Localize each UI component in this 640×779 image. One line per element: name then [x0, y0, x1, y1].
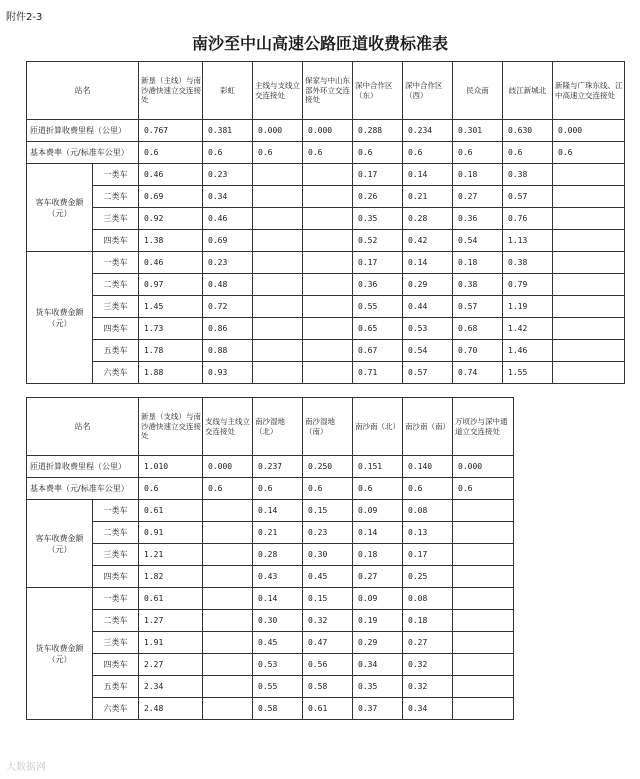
fee-value [553, 296, 625, 318]
fee-value: 0.47 [303, 632, 353, 654]
distance-value: 1.010 [139, 456, 203, 478]
fee-value: 0.70 [453, 340, 503, 362]
fee-value [203, 544, 253, 566]
rate-row [27, 142, 625, 164]
distance-value: 0.000 [553, 120, 625, 142]
distance-value: 0.140 [403, 456, 453, 478]
freight-row [27, 588, 514, 610]
freight-row [27, 698, 514, 720]
rate-value: 0.6 [453, 142, 503, 164]
fee-value: 1.21 [139, 544, 203, 566]
vehicle-class: 二类车 [93, 274, 139, 296]
rate-value: 0.6 [253, 478, 303, 500]
fee-value: 0.46 [203, 208, 253, 230]
fee-value: 0.36 [453, 208, 503, 230]
passenger-row [27, 500, 514, 522]
fee-value [553, 252, 625, 274]
fee-value: 0.32 [403, 654, 453, 676]
fee-value [553, 318, 625, 340]
fee-value: 1.88 [139, 362, 203, 384]
vehicle-class: 五类车 [93, 676, 139, 698]
distance-value: 0.767 [139, 120, 203, 142]
vehicle-class: 六类车 [93, 362, 139, 384]
fee-value: 1.38 [139, 230, 203, 252]
fee-value: 2.27 [139, 654, 203, 676]
fee-value: 0.74 [453, 362, 503, 384]
vehicle-class: 六类车 [93, 698, 139, 720]
fee-value [253, 340, 303, 362]
passenger-row [27, 566, 514, 588]
fee-value [253, 208, 303, 230]
fee-value: 0.37 [353, 698, 403, 720]
fee-value [553, 340, 625, 362]
fee-value: 0.15 [303, 588, 353, 610]
fee-value [553, 186, 625, 208]
fee-value [303, 340, 353, 362]
fee-value: 1.78 [139, 340, 203, 362]
rate-value: 0.6 [139, 142, 203, 164]
fee-value: 0.14 [353, 522, 403, 544]
fee-value: 0.27 [453, 186, 503, 208]
fee-value: 0.23 [303, 522, 353, 544]
fee-value: 1.45 [139, 296, 203, 318]
fee-value [203, 632, 253, 654]
distance-value: 0.250 [303, 456, 353, 478]
fee-value: 0.28 [253, 544, 303, 566]
vehicle-class: 四类车 [93, 654, 139, 676]
station-name: 南沙湿地（南） [303, 398, 353, 456]
fee-value: 1.73 [139, 318, 203, 340]
distance-row [27, 456, 514, 478]
fee-value: 0.14 [253, 500, 303, 522]
station-name: 南沙南（南） [403, 398, 453, 456]
station-name: 支线与主线立交连接处 [203, 398, 253, 456]
vehicle-class: 三类车 [93, 208, 139, 230]
rate-value: 0.6 [253, 142, 303, 164]
fee-value [303, 208, 353, 230]
fee-value [453, 588, 514, 610]
fee-value: 0.25 [403, 566, 453, 588]
station-name: 保家与中山东部外环立交连接处 [303, 62, 353, 120]
rate-value: 0.6 [303, 142, 353, 164]
rate-label: 基本费率（元/标准车公里） [27, 478, 139, 500]
station-name: 深中合作区（西） [403, 62, 453, 120]
fee-value: 1.46 [503, 340, 553, 362]
freight-row [27, 252, 625, 274]
passenger-row [27, 544, 514, 566]
vehicle-class: 二类车 [93, 522, 139, 544]
fee-value [303, 230, 353, 252]
fee-value [203, 588, 253, 610]
vehicle-class: 四类车 [93, 318, 139, 340]
fee-value: 0.09 [353, 500, 403, 522]
fee-value: 0.34 [203, 186, 253, 208]
fee-value [253, 296, 303, 318]
freight-row [27, 676, 514, 698]
fee-value: 0.18 [403, 610, 453, 632]
rate-value: 0.6 [403, 142, 453, 164]
fee-value [453, 632, 514, 654]
fee-value: 0.08 [403, 588, 453, 610]
freight-group-label: 货车收费金额（元） [27, 252, 93, 384]
rate-value: 0.6 [303, 478, 353, 500]
fee-value: 0.27 [403, 632, 453, 654]
station-name: 南沙湿地（北） [253, 398, 303, 456]
freight-group-label: 货车收费金额（元） [27, 588, 93, 720]
distance-value: 0.000 [253, 120, 303, 142]
fee-value: 0.21 [253, 522, 303, 544]
vehicle-class: 一类车 [93, 252, 139, 274]
fee-value: 0.46 [139, 164, 203, 186]
fee-value: 0.26 [353, 186, 403, 208]
vehicle-class: 一类车 [93, 500, 139, 522]
fee-value: 0.54 [453, 230, 503, 252]
fee-value: 0.18 [453, 164, 503, 186]
fee-value [253, 186, 303, 208]
fee-value [203, 610, 253, 632]
station-name: 南沙南（北） [353, 398, 403, 456]
fee-value: 0.52 [353, 230, 403, 252]
fee-value: 0.34 [353, 654, 403, 676]
freight-row [27, 296, 625, 318]
fee-value [453, 544, 514, 566]
distance-label: 匝道折算收费里程（公里） [27, 456, 139, 478]
fee-value: 0.48 [203, 274, 253, 296]
vehicle-class: 二类车 [93, 186, 139, 208]
fee-value: 1.13 [503, 230, 553, 252]
distance-value: 0.000 [303, 120, 353, 142]
vehicle-class: 四类车 [93, 566, 139, 588]
fee-value: 0.14 [403, 164, 453, 186]
fee-value: 0.23 [203, 252, 253, 274]
fee-value: 0.17 [353, 164, 403, 186]
fee-value: 0.86 [203, 318, 253, 340]
fee-value: 0.14 [253, 588, 303, 610]
fee-value: 0.29 [353, 632, 403, 654]
distance-value: 0.000 [203, 456, 253, 478]
fee-value: 0.92 [139, 208, 203, 230]
fee-value [553, 362, 625, 384]
vehicle-class: 一类车 [93, 588, 139, 610]
fee-value: 0.53 [403, 318, 453, 340]
fee-value: 0.29 [403, 274, 453, 296]
distance-label: 匝道折算收费里程（公里） [27, 120, 139, 142]
toll-table-main [26, 61, 625, 384]
station-name: 新垦（主线）与南沙港快速立交连接处 [139, 62, 203, 120]
fee-value [303, 318, 353, 340]
freight-row [27, 654, 514, 676]
vehicle-class: 五类车 [93, 340, 139, 362]
station-label: 站名 [27, 398, 139, 456]
freight-row [27, 274, 625, 296]
rate-value: 0.6 [203, 142, 253, 164]
watermark-text: 大数据网 [6, 762, 46, 773]
fee-value: 0.53 [253, 654, 303, 676]
fee-value: 0.32 [303, 610, 353, 632]
fee-value: 0.72 [203, 296, 253, 318]
fee-value: 0.91 [139, 522, 203, 544]
passenger-row [27, 230, 625, 252]
fee-value: 1.55 [503, 362, 553, 384]
fee-value: 0.88 [203, 340, 253, 362]
fee-value: 0.57 [403, 362, 453, 384]
vehicle-class: 二类车 [93, 610, 139, 632]
fee-value: 0.32 [403, 676, 453, 698]
fee-value: 0.38 [503, 252, 553, 274]
fee-value [453, 566, 514, 588]
fee-value [303, 362, 353, 384]
fee-value: 0.21 [403, 186, 453, 208]
fee-value: 0.65 [353, 318, 403, 340]
freight-row [27, 632, 514, 654]
fee-value: 0.54 [403, 340, 453, 362]
station-name: 主线与支线立交连接处 [253, 62, 303, 120]
fee-value [553, 230, 625, 252]
fee-value [553, 208, 625, 230]
fee-value: 0.97 [139, 274, 203, 296]
fee-value: 0.17 [353, 252, 403, 274]
station-name: 深中合作区（东） [353, 62, 403, 120]
fee-value [303, 164, 353, 186]
station-name: 新隆与广珠东线、江中高速立交连接处 [553, 62, 625, 120]
header-row [27, 62, 625, 120]
fee-value: 0.79 [503, 274, 553, 296]
page-title: 南沙至中山高速公路匝道收费标准表 [191, 34, 448, 53]
fee-value [203, 566, 253, 588]
fee-value [453, 500, 514, 522]
fee-value [553, 274, 625, 296]
fee-value: 0.42 [403, 230, 453, 252]
rate-value: 0.6 [139, 478, 203, 500]
station-label: 站名 [27, 62, 139, 120]
fee-value: 0.18 [453, 252, 503, 274]
fee-value [453, 610, 514, 632]
station-name: 万顷沙与深中通道立交连接处 [453, 398, 514, 456]
fee-value: 0.57 [453, 296, 503, 318]
fee-value [453, 522, 514, 544]
station-name: 歧江新城北 [503, 62, 553, 120]
rate-value: 0.6 [353, 478, 403, 500]
fee-value: 0.19 [353, 610, 403, 632]
fee-value: 0.57 [503, 186, 553, 208]
rate-value: 0.6 [353, 142, 403, 164]
rate-value: 0.6 [453, 478, 514, 500]
fee-value [253, 164, 303, 186]
fee-value: 0.14 [403, 252, 453, 274]
fee-value: 0.93 [203, 362, 253, 384]
fee-value [203, 500, 253, 522]
fee-value: 0.71 [353, 362, 403, 384]
fee-value: 0.45 [253, 632, 303, 654]
fee-value: 0.38 [453, 274, 503, 296]
fee-value: 0.45 [303, 566, 353, 588]
distance-value: 0.288 [353, 120, 403, 142]
passenger-row [27, 186, 625, 208]
rate-row [27, 478, 514, 500]
fee-value: 0.69 [203, 230, 253, 252]
fee-value: 0.09 [353, 588, 403, 610]
rate-value: 0.6 [403, 478, 453, 500]
fee-value: 0.61 [139, 500, 203, 522]
attachment-label: 附件2-3 [6, 12, 43, 23]
fee-value: 0.58 [253, 698, 303, 720]
vehicle-class: 三类车 [93, 296, 139, 318]
freight-row [27, 340, 625, 362]
station-name: 彩虹 [203, 62, 253, 120]
fee-value: 0.61 [139, 588, 203, 610]
fee-value: 0.30 [303, 544, 353, 566]
distance-value: 0.381 [203, 120, 253, 142]
fee-value: 1.19 [503, 296, 553, 318]
fee-value [203, 698, 253, 720]
passenger-group-label: 客车收费金额（元） [27, 500, 93, 588]
fee-value: 0.13 [403, 522, 453, 544]
fee-value: 0.36 [353, 274, 403, 296]
fee-value: 0.18 [353, 544, 403, 566]
fee-value [453, 654, 514, 676]
fee-value [303, 252, 353, 274]
fee-value: 0.15 [303, 500, 353, 522]
fee-value [253, 362, 303, 384]
fee-value: 0.69 [139, 186, 203, 208]
fee-value [553, 164, 625, 186]
rate-value: 0.6 [503, 142, 553, 164]
fee-value: 0.30 [253, 610, 303, 632]
distance-value: 0.151 [353, 456, 403, 478]
distance-value: 0.630 [503, 120, 553, 142]
fee-value: 0.44 [403, 296, 453, 318]
fee-value [453, 676, 514, 698]
fee-value [253, 318, 303, 340]
fee-value: 0.43 [253, 566, 303, 588]
passenger-row [27, 208, 625, 230]
fee-value: 0.34 [403, 698, 453, 720]
fee-value: 0.76 [503, 208, 553, 230]
fee-value: 2.34 [139, 676, 203, 698]
fee-value [203, 676, 253, 698]
fee-value: 0.55 [353, 296, 403, 318]
fee-value: 0.55 [253, 676, 303, 698]
station-name: 新垦（支线）与南沙港快速立交连接处 [139, 398, 203, 456]
distance-value: 0.234 [403, 120, 453, 142]
fee-value: 0.68 [453, 318, 503, 340]
fee-value [303, 274, 353, 296]
rate-label: 基本费率（元/标准车公里） [27, 142, 139, 164]
toll-table-branch [26, 397, 514, 720]
fee-value [203, 654, 253, 676]
fee-value: 0.61 [303, 698, 353, 720]
passenger-row [27, 164, 625, 186]
fee-value: 0.35 [353, 208, 403, 230]
fee-value [453, 698, 514, 720]
vehicle-class: 一类车 [93, 164, 139, 186]
fee-value: 1.27 [139, 610, 203, 632]
fee-value: 0.08 [403, 500, 453, 522]
distance-value: 0.301 [453, 120, 503, 142]
freight-row [27, 318, 625, 340]
fee-value: 1.42 [503, 318, 553, 340]
fee-value: 0.38 [503, 164, 553, 186]
vehicle-class: 三类车 [93, 632, 139, 654]
distance-value: 0.000 [453, 456, 514, 478]
fee-value: 0.28 [403, 208, 453, 230]
fee-value: 0.17 [403, 544, 453, 566]
passenger-group-label: 客车收费金额（元） [27, 164, 93, 252]
freight-row [27, 610, 514, 632]
fee-value [253, 252, 303, 274]
fee-value [303, 186, 353, 208]
fee-value: 0.46 [139, 252, 203, 274]
fee-value: 0.67 [353, 340, 403, 362]
rate-value: 0.6 [553, 142, 625, 164]
distance-value: 0.237 [253, 456, 303, 478]
fee-value: 1.82 [139, 566, 203, 588]
fee-value [253, 230, 303, 252]
vehicle-class: 四类车 [93, 230, 139, 252]
fee-value: 0.35 [353, 676, 403, 698]
header-row [27, 398, 514, 456]
fee-value: 0.27 [353, 566, 403, 588]
vehicle-class: 三类车 [93, 544, 139, 566]
fee-value: 0.56 [303, 654, 353, 676]
fee-value: 1.91 [139, 632, 203, 654]
fee-value: 2.48 [139, 698, 203, 720]
fee-value [253, 274, 303, 296]
freight-row [27, 362, 625, 384]
rate-value: 0.6 [203, 478, 253, 500]
distance-row [27, 120, 625, 142]
passenger-row [27, 522, 514, 544]
fee-value: 0.58 [303, 676, 353, 698]
fee-value [203, 522, 253, 544]
station-name: 民众南 [453, 62, 503, 120]
fee-value: 0.23 [203, 164, 253, 186]
fee-value [303, 296, 353, 318]
